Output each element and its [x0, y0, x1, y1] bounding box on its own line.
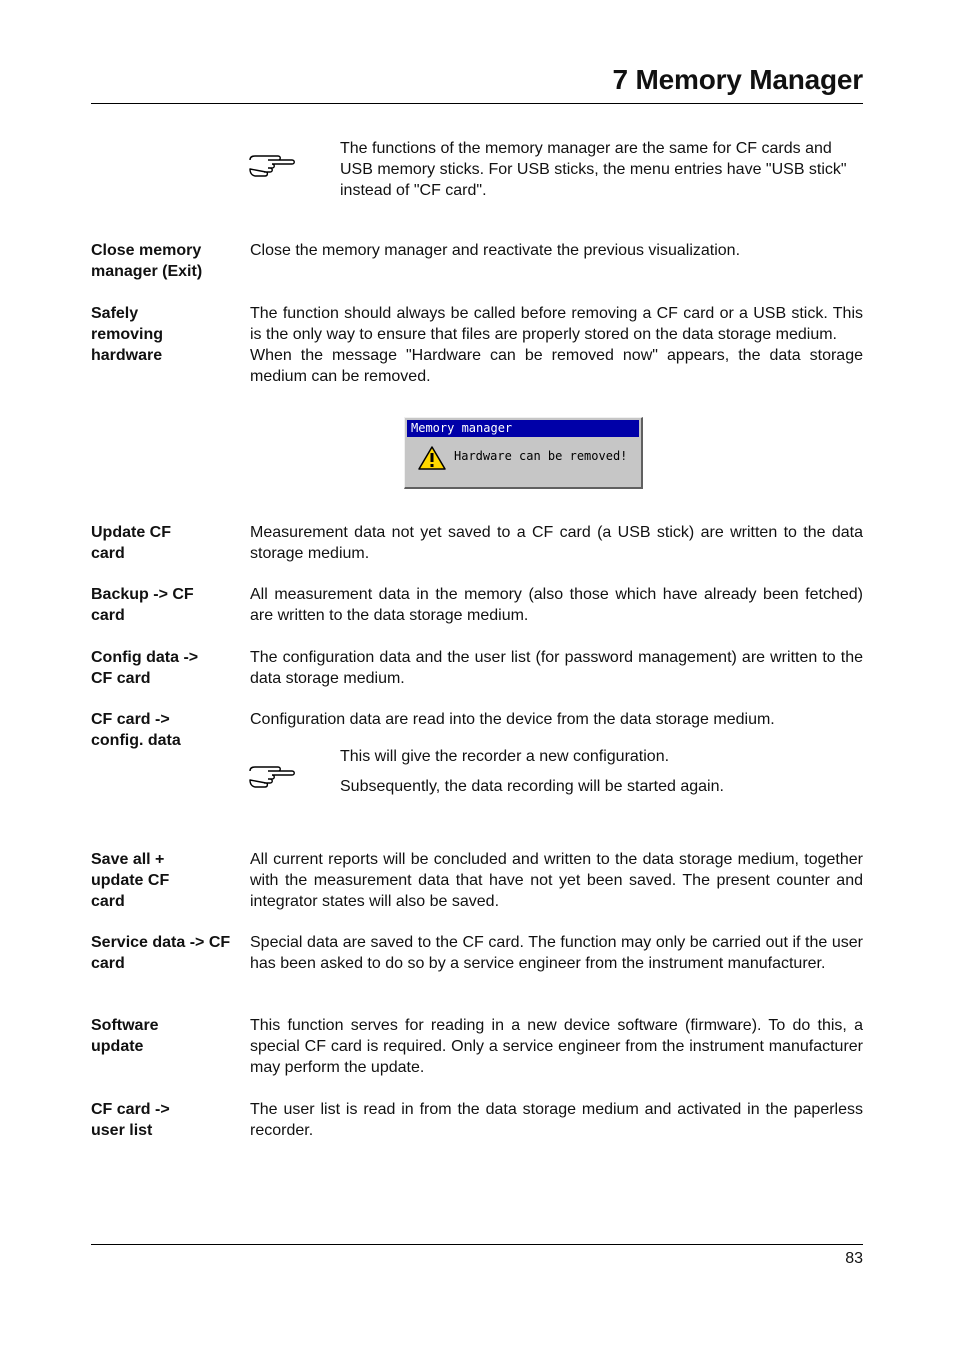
- note-config-line2: Subsequently, the data recording will be started again.: [340, 778, 724, 795]
- footer-rule: [91, 1244, 863, 1245]
- desc-software-update: This function serves for reading in a new device software (firmware). To do this, a special CF card is required. Only a service engineer from the instrument manufacturer may perform the update.: [250, 1017, 863, 1076]
- page-title: 7 Memory Manager: [612, 64, 863, 95]
- dialog-title: Memory manager: [407, 420, 639, 437]
- header-rule: [91, 103, 863, 104]
- pointing-hand-icon: [248, 148, 298, 178]
- desc-config-data-cf-card: The configuration data and the user list (for password management) are written to the data storage medium.: [250, 649, 863, 687]
- desc-close-memory-manager: Close the memory manager and reactivate the previous visualization.: [250, 242, 741, 259]
- desc-cf-card-config-data: Configuration data are read into the device from the data storage medium.: [250, 711, 775, 728]
- desc-save-all-update-cf-card: All current reports will be concluded and written to the data storage medium, together with the measurement data that have not yet been saved. The present counter and integrator states will also be saved.: [250, 851, 863, 910]
- term-cf-card-config-data: CF card -> config. data: [91, 711, 181, 749]
- term-safely-removing-hardware: Safely removing hardware: [91, 305, 164, 364]
- desc-update-cf-card: Measurement data not yet saved to a CF card (a USB stick) are written to the data storage medium.: [250, 524, 863, 562]
- term-close-memory-manager: Close memory manager (Exit): [91, 242, 203, 280]
- desc-service-data-cf-card: Special data are saved to the CF card. The function may only be carried out if the user has been asked to do so by a service engineer from the instrument manufacturer.: [250, 934, 863, 972]
- term-config-data-cf-card: Config data -> CF card: [91, 649, 199, 687]
- term-service-data-cf-card: Service data -> CF card: [91, 934, 231, 972]
- term-software-update: Software update: [91, 1017, 159, 1055]
- note-text: The functions of the memory manager are the same for CF cards and USB memory sticks. For USB sticks, the menu entries have "USB stick" instead of "CF card".: [340, 140, 847, 199]
- desc-paragraph: When the message "Hardware can be removed now" appears, the data storage medium can be removed.: [250, 347, 863, 385]
- note-config-line1: This will give the recorder a new configuration.: [340, 748, 670, 765]
- desc-backup-cf-card: All measurement data in the memory (also those which have already been fetched) are written to the data storage medium.: [250, 586, 863, 624]
- term-update-cf-card: Update CF card: [91, 524, 171, 562]
- desc-safely-removing-hardware: [250, 303, 863, 387]
- term-save-all-update-cf-card: Save all + update CF card: [91, 851, 170, 910]
- page-number: 83: [845, 1250, 863, 1267]
- term-cf-card-user-list: CF card -> user list: [91, 1101, 170, 1139]
- desc-paragraph: The function should always be called before removing a CF card or a USB stick. This is the only way to ensure that files are properly stored on the data storage medium.: [250, 305, 863, 343]
- memory-manager-dialog: [404, 417, 643, 489]
- term-backup-cf-card: Backup -> CF card: [91, 586, 194, 624]
- pointing-hand-icon: [248, 759, 298, 789]
- desc-cf-card-user-list: The user list is read in from the data storage medium and activated in the paperless recorder.: [250, 1101, 863, 1139]
- dialog-message: Hardware can be removed!: [454, 449, 628, 463]
- warning-icon: [418, 445, 446, 471]
